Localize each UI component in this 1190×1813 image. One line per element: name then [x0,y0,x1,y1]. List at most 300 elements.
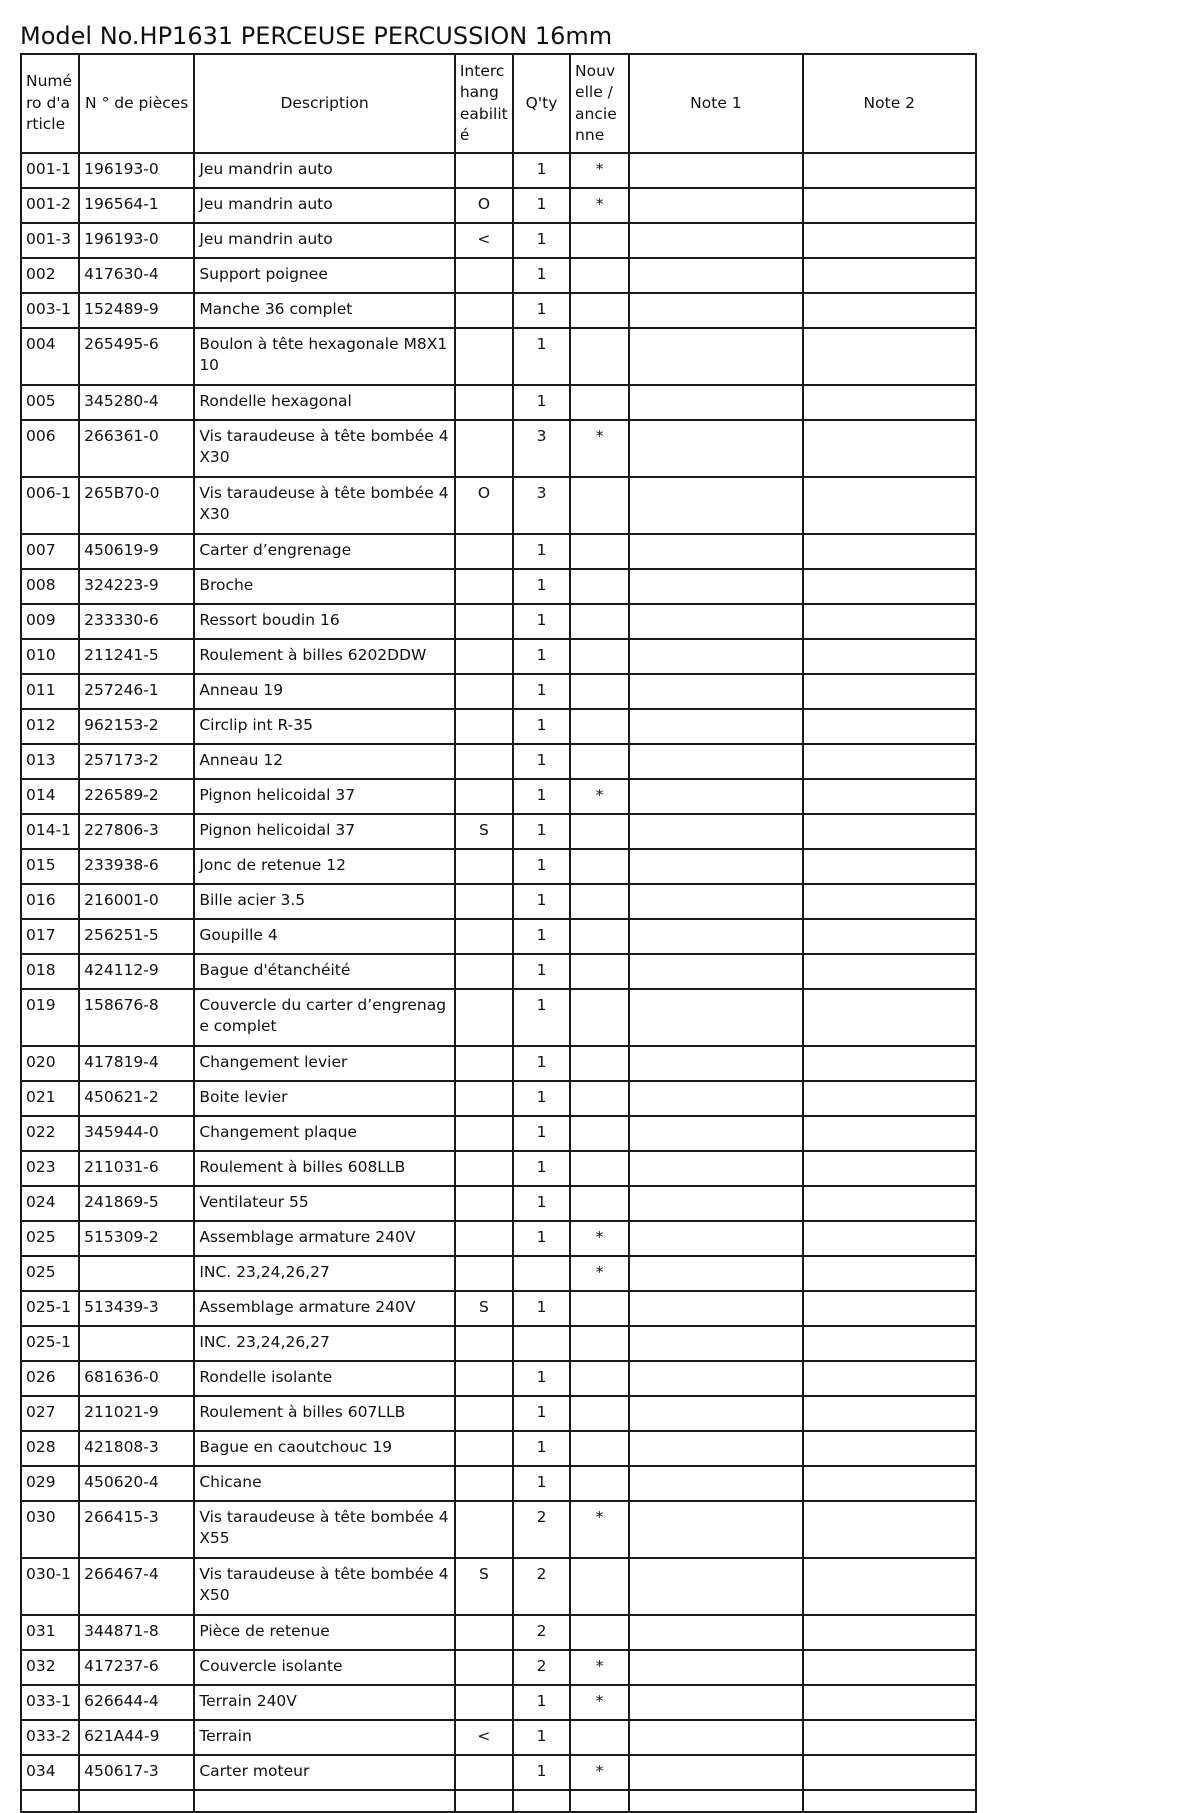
cell-new-old [570,293,629,328]
cell-description: Anneau 12 [194,744,455,779]
header-description: Description [194,54,455,153]
cell-part-number: 152489-9 [79,293,194,328]
cell-item-number: 006-1 [21,477,79,534]
cell-quantity [513,1256,570,1291]
cell-quantity: 1 [513,293,570,328]
parts-table [20,53,977,1813]
cell-description: Rondelle hexagonal [194,385,455,420]
cell-note-1 [629,884,802,919]
cell-interchangeability [455,1685,513,1720]
cell-item-number: 016 [21,884,79,919]
table-row [21,744,976,779]
table-row [21,1685,976,1720]
cell-description: Bague d'étanchéité [194,954,455,989]
cell-quantity: 1 [513,814,570,849]
cell-new-old [570,569,629,604]
cell-interchangeability [455,1650,513,1685]
cell-new-old [570,1361,629,1396]
cell-note-1 [629,1256,802,1291]
cell-quantity: 1 [513,1291,570,1326]
cell-item-number: 017 [21,919,79,954]
cell-description: INC. 23,24,26,27 [194,1256,455,1291]
cell-description: Bague en caoutchouc 19 [194,1431,455,1466]
cell-new-old: * [570,779,629,814]
cell-description: Pignon helicoidal 37 [194,814,455,849]
cell-description: INC. 23,24,26,27 [194,1326,455,1361]
table-row [21,1256,976,1291]
cell-note-2 [803,709,976,744]
cell-part-number: 345280-4 [79,385,194,420]
cell-part-number: 266467-4 [79,1558,194,1615]
table-row-continuation [21,1790,976,1812]
cell-interchangeability [455,328,513,385]
cell-interchangeability [455,1326,513,1361]
cell-item-number: 003-1 [21,293,79,328]
cell-note-2 [803,293,976,328]
header-part-number: N ° de pièces [79,54,194,153]
table-row [21,674,976,709]
cell-new-old [570,849,629,884]
table-row [21,1755,976,1790]
cell-interchangeability: S [455,814,513,849]
cell-interchangeability [455,884,513,919]
cell-description: Roulement à billes 607LLB [194,1396,455,1431]
cell-new-old: * [570,1501,629,1558]
cell-description: Carter d’engrenage [194,534,455,569]
cell-interchangeability [455,1046,513,1081]
cell-description: Jonc de retenue 12 [194,849,455,884]
cell-note-2 [803,1615,976,1650]
table-row [21,1466,976,1501]
cell-quantity: 1 [513,1431,570,1466]
table-row [21,954,976,989]
cell-item-number: 011 [21,674,79,709]
table-row [21,604,976,639]
cell-description: Vis taraudeuse à tête bombée 4X30 [194,420,455,477]
cell-new-old [570,1081,629,1116]
empty-cell [513,1790,570,1812]
cell-item-number: 014 [21,779,79,814]
cell-part-number: 345944-0 [79,1116,194,1151]
cell-note-1 [629,814,802,849]
cell-interchangeability [455,1755,513,1790]
cell-note-1 [629,849,802,884]
table-row [21,1116,976,1151]
cell-note-2 [803,849,976,884]
cell-part-number: 417237-6 [79,1650,194,1685]
cell-interchangeability: < [455,1720,513,1755]
cell-item-number: 005 [21,385,79,420]
table-row [21,534,976,569]
cell-description: Circlip int R-35 [194,709,455,744]
header-note-1: Note 1 [629,54,802,153]
cell-interchangeability [455,744,513,779]
cell-item-number: 025 [21,1221,79,1256]
cell-description: Boite levier [194,1081,455,1116]
cell-quantity: 1 [513,989,570,1046]
cell-new-old [570,477,629,534]
table-row [21,1151,976,1186]
cell-note-1 [629,744,802,779]
cell-quantity: 1 [513,1081,570,1116]
cell-quantity: 1 [513,779,570,814]
cell-note-2 [803,1081,976,1116]
cell-description: Manche 36 complet [194,293,455,328]
cell-quantity: 2 [513,1501,570,1558]
cell-note-2 [803,1221,976,1256]
cell-new-old [570,328,629,385]
cell-part-number: 450621-2 [79,1081,194,1116]
cell-note-2 [803,1466,976,1501]
cell-part-number: 196193-0 [79,223,194,258]
cell-interchangeability: S [455,1291,513,1326]
table-row [21,1501,976,1558]
cell-item-number: 028 [21,1431,79,1466]
cell-quantity: 1 [513,328,570,385]
table-row [21,1291,976,1326]
cell-part-number: 450617-3 [79,1755,194,1790]
cell-note-2 [803,1558,976,1615]
cell-new-old [570,919,629,954]
cell-quantity: 1 [513,1396,570,1431]
cell-part-number: 158676-8 [79,989,194,1046]
table-row [21,884,976,919]
cell-note-1 [629,293,802,328]
cell-part-number: 241869-5 [79,1186,194,1221]
cell-new-old [570,604,629,639]
empty-cell [79,1790,194,1812]
cell-part-number: 257246-1 [79,674,194,709]
cell-description: Boulon à tête hexagonale M8X110 [194,328,455,385]
cell-note-2 [803,1396,976,1431]
cell-item-number: 024 [21,1186,79,1221]
table-row [21,919,976,954]
cell-note-1 [629,420,802,477]
cell-part-number: 421808-3 [79,1431,194,1466]
cell-interchangeability [455,1186,513,1221]
cell-quantity: 1 [513,385,570,420]
table-row [21,258,976,293]
cell-item-number: 009 [21,604,79,639]
cell-part-number: 265B70-0 [79,477,194,534]
cell-note-1 [629,1396,802,1431]
cell-part-number: 450620-4 [79,1466,194,1501]
table-row [21,188,976,223]
cell-note-1 [629,604,802,639]
cell-note-1 [629,1081,802,1116]
cell-quantity: 1 [513,919,570,954]
table-row [21,1046,976,1081]
cell-description: Chicane [194,1466,455,1501]
cell-description: Pièce de retenue [194,1615,455,1650]
cell-quantity: 1 [513,569,570,604]
cell-quantity: 1 [513,1116,570,1151]
cell-description: Assemblage armature 240V [194,1221,455,1256]
cell-note-1 [629,989,802,1046]
empty-cell [455,1790,513,1812]
cell-note-2 [803,1046,976,1081]
cell-new-old: * [570,153,629,188]
table-row [21,293,976,328]
table-row [21,1558,976,1615]
table-row [21,1615,976,1650]
header-new-old: Nouv elle / ancie nne [570,54,629,153]
cell-part-number: 216001-0 [79,884,194,919]
cell-note-2 [803,188,976,223]
cell-quantity: 3 [513,477,570,534]
cell-item-number: 031 [21,1615,79,1650]
cell-note-1 [629,674,802,709]
cell-note-2 [803,569,976,604]
cell-interchangeability [455,385,513,420]
cell-new-old [570,884,629,919]
cell-note-1 [629,954,802,989]
table-row [21,1326,976,1361]
cell-interchangeability [455,420,513,477]
cell-quantity: 3 [513,420,570,477]
cell-part-number: 256251-5 [79,919,194,954]
cell-new-old [570,639,629,674]
cell-new-old: * [570,1221,629,1256]
cell-item-number: 001-1 [21,153,79,188]
cell-note-1 [629,477,802,534]
cell-description: Jeu mandrin auto [194,223,455,258]
cell-note-1 [629,1501,802,1558]
table-row [21,223,976,258]
cell-quantity [513,1326,570,1361]
cell-interchangeability [455,1081,513,1116]
cell-quantity: 1 [513,849,570,884]
cell-new-old [570,1046,629,1081]
cell-interchangeability [455,639,513,674]
cell-quantity: 1 [513,1466,570,1501]
cell-note-2 [803,1116,976,1151]
empty-cell [803,1790,976,1812]
cell-part-number: 266415-3 [79,1501,194,1558]
cell-part-number: 424112-9 [79,954,194,989]
cell-note-2 [803,1431,976,1466]
cell-item-number: 032 [21,1650,79,1685]
cell-item-number: 018 [21,954,79,989]
cell-new-old [570,674,629,709]
cell-part-number: 196564-1 [79,188,194,223]
cell-interchangeability [455,849,513,884]
cell-note-2 [803,884,976,919]
cell-quantity: 1 [513,223,570,258]
cell-item-number: 025 [21,1256,79,1291]
cell-note-1 [629,153,802,188]
header-interchangeability: Interc hang eabilit é [455,54,513,153]
cell-part-number: 266361-0 [79,420,194,477]
cell-item-number: 033-2 [21,1720,79,1755]
cell-part-number: 233938-6 [79,849,194,884]
cell-part-number: 417819-4 [79,1046,194,1081]
cell-new-old: * [570,1685,629,1720]
cell-note-2 [803,744,976,779]
cell-interchangeability [455,1256,513,1291]
cell-note-1 [629,1221,802,1256]
cell-note-1 [629,1720,802,1755]
table-row [21,385,976,420]
cell-description: Roulement à billes 6202DDW [194,639,455,674]
cell-note-2 [803,1501,976,1558]
cell-note-2 [803,1650,976,1685]
cell-description: Terrain 240V [194,1685,455,1720]
cell-note-2 [803,1186,976,1221]
cell-note-1 [629,1326,802,1361]
cell-part-number [79,1256,194,1291]
table-row [21,1396,976,1431]
cell-note-2 [803,779,976,814]
empty-cell [570,1790,629,1812]
cell-item-number: 034 [21,1755,79,1790]
cell-item-number: 015 [21,849,79,884]
cell-item-number: 013 [21,744,79,779]
cell-description: Rondelle isolante [194,1361,455,1396]
cell-item-number: 019 [21,989,79,1046]
cell-item-number: 020 [21,1046,79,1081]
cell-quantity: 1 [513,534,570,569]
table-row [21,779,976,814]
cell-new-old: * [570,420,629,477]
cell-quantity: 1 [513,1186,570,1221]
cell-note-1 [629,709,802,744]
cell-note-2 [803,919,976,954]
cell-description: Roulement à billes 608LLB [194,1151,455,1186]
table-row [21,153,976,188]
table-row [21,1186,976,1221]
header-note-2: Note 2 [803,54,976,153]
cell-description: Jeu mandrin auto [194,153,455,188]
cell-note-1 [629,223,802,258]
cell-note-1 [629,1466,802,1501]
cell-part-number: 450619-9 [79,534,194,569]
cell-part-number: 626644-4 [79,1685,194,1720]
cell-interchangeability [455,293,513,328]
cell-interchangeability: O [455,188,513,223]
cell-item-number: 022 [21,1116,79,1151]
cell-note-2 [803,385,976,420]
cell-note-2 [803,153,976,188]
cell-quantity: 1 [513,1046,570,1081]
cell-description: Jeu mandrin auto [194,188,455,223]
cell-description: Vis taraudeuse à tête bombée 4X55 [194,1501,455,1558]
cell-interchangeability [455,954,513,989]
cell-item-number: 021 [21,1081,79,1116]
cell-note-2 [803,989,976,1046]
cell-note-1 [629,1431,802,1466]
cell-item-number: 030-1 [21,1558,79,1615]
cell-interchangeability [455,569,513,604]
cell-part-number: 196193-0 [79,153,194,188]
cell-description: Vis taraudeuse à tête bombée 4X30 [194,477,455,534]
cell-interchangeability [455,1221,513,1256]
empty-cell [21,1790,79,1812]
cell-quantity: 1 [513,709,570,744]
cell-item-number: 029 [21,1466,79,1501]
table-row [21,1081,976,1116]
cell-item-number: 025-1 [21,1291,79,1326]
cell-quantity: 1 [513,674,570,709]
cell-new-old [570,1186,629,1221]
cell-quantity: 1 [513,1755,570,1790]
cell-interchangeability [455,1361,513,1396]
cell-quantity: 1 [513,1720,570,1755]
cell-part-number: 211241-5 [79,639,194,674]
cell-note-2 [803,954,976,989]
cell-note-2 [803,1755,976,1790]
cell-interchangeability [455,1501,513,1558]
cell-part-number: 515309-2 [79,1221,194,1256]
cell-new-old [570,1558,629,1615]
header-quantity: Q'ty [513,54,570,153]
cell-part-number: 417630-4 [79,258,194,293]
cell-quantity: 1 [513,1221,570,1256]
cell-note-1 [629,1755,802,1790]
cell-new-old [570,1615,629,1650]
cell-quantity: 1 [513,188,570,223]
cell-note-2 [803,258,976,293]
cell-interchangeability: < [455,223,513,258]
cell-note-2 [803,1291,976,1326]
table-row [21,709,976,744]
cell-interchangeability [455,709,513,744]
cell-note-2 [803,1326,976,1361]
cell-interchangeability [455,153,513,188]
cell-item-number: 025-1 [21,1326,79,1361]
cell-note-1 [629,1046,802,1081]
cell-part-number: 226589-2 [79,779,194,814]
cell-quantity: 2 [513,1650,570,1685]
cell-item-number: 006 [21,420,79,477]
table-row [21,477,976,534]
cell-item-number: 027 [21,1396,79,1431]
cell-note-2 [803,639,976,674]
cell-item-number: 002 [21,258,79,293]
cell-interchangeability [455,1396,513,1431]
cell-item-number: 023 [21,1151,79,1186]
cell-note-2 [803,1685,976,1720]
cell-note-1 [629,534,802,569]
cell-note-1 [629,1116,802,1151]
cell-part-number: 257173-2 [79,744,194,779]
cell-quantity: 2 [513,1558,570,1615]
cell-part-number: 233330-6 [79,604,194,639]
cell-part-number: 211021-9 [79,1396,194,1431]
cell-note-1 [629,1615,802,1650]
cell-quantity: 1 [513,954,570,989]
cell-note-1 [629,1291,802,1326]
table-row [21,1361,976,1396]
cell-part-number: 265495-6 [79,328,194,385]
cell-description: Anneau 19 [194,674,455,709]
cell-interchangeability [455,1615,513,1650]
cell-new-old: * [570,1755,629,1790]
cell-new-old [570,1720,629,1755]
cell-new-old [570,1291,629,1326]
cell-interchangeability [455,534,513,569]
cell-description: Changement levier [194,1046,455,1081]
cell-note-1 [629,779,802,814]
cell-description: Assemblage armature 240V [194,1291,455,1326]
cell-quantity: 1 [513,744,570,779]
cell-quantity: 2 [513,1615,570,1650]
cell-part-number: 513439-3 [79,1291,194,1326]
cell-interchangeability [455,1151,513,1186]
cell-item-number: 004 [21,328,79,385]
cell-note-1 [629,569,802,604]
cell-new-old [570,1431,629,1466]
